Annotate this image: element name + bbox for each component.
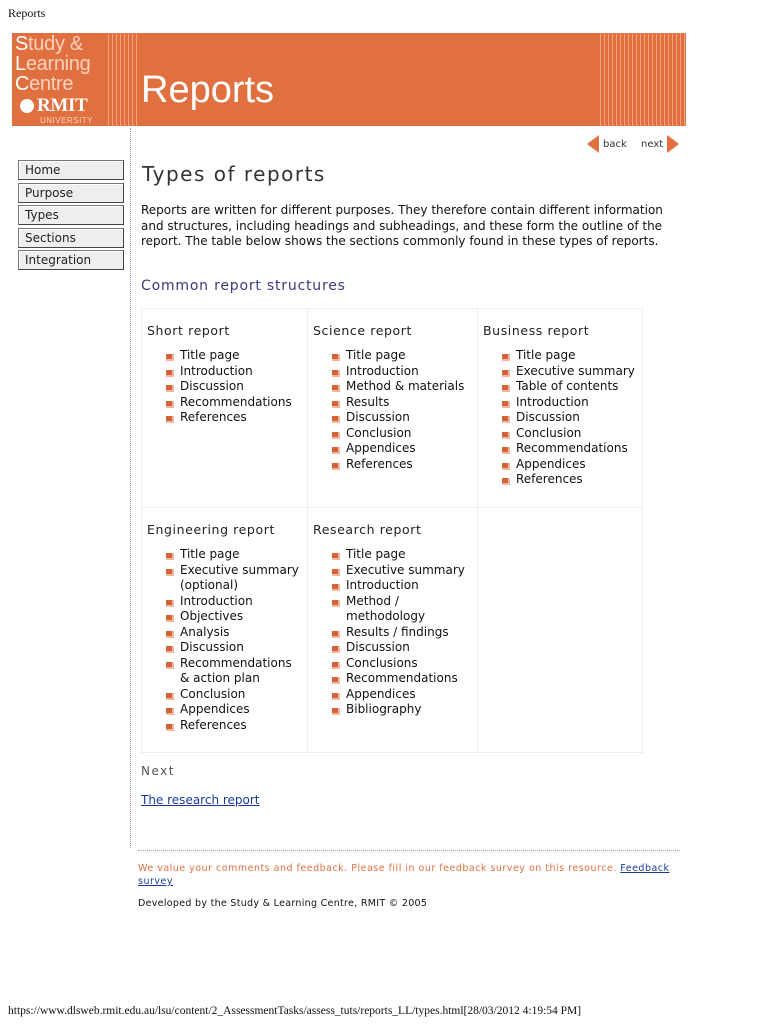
intro-paragraph: Reports are written for different purposes. They therefore contain different information and structures, including headings and subheadings, and these form the outline of the report. The table below shows the sections commonly found in these types of reports. — [141, 203, 663, 249]
section-list-item: Recommendations — [496, 441, 638, 457]
section-list-item: Discussion — [326, 640, 473, 656]
structure-cell — [142, 309, 308, 508]
section-list — [326, 547, 473, 718]
nav-item-integration[interactable]: Integration — [18, 250, 124, 270]
back-button[interactable] — [587, 135, 627, 153]
page-url: https://www.dlsweb.rmit.edu.au/lsu/content/2_AssessmentTasks/assess_tuts/reports_LL/types.html[28/03/2012 4:19:54 PM] — [8, 1005, 582, 1017]
nav-divider — [130, 128, 131, 848]
arrow-right-icon — [667, 135, 679, 153]
section-list-item: Appendices — [496, 457, 638, 473]
next-button[interactable] — [641, 135, 679, 153]
section-list-item: Title page — [160, 547, 303, 563]
section-list-item: References — [496, 472, 638, 488]
nav-item-types[interactable]: Types — [18, 205, 124, 225]
next-label: next — [641, 138, 664, 150]
section-list-item: Table of contents — [496, 379, 638, 395]
section-list — [160, 547, 303, 733]
section-list — [160, 348, 303, 426]
page-banner — [12, 33, 686, 126]
section-list-item: Results / findings — [326, 625, 473, 641]
next-page-link[interactable]: The research report — [141, 793, 260, 807]
section-list-item: References — [160, 718, 303, 734]
section-list-item: Introduction — [326, 364, 473, 380]
section-list-item: Discussion — [326, 410, 473, 426]
empty-cell — [478, 508, 643, 753]
section-list-item: Analysis — [160, 625, 303, 641]
structure-name: Business report — [483, 323, 590, 338]
banner-stripes-left — [108, 33, 140, 126]
footer-divider — [138, 850, 680, 851]
section-heading: Common report structures — [141, 278, 346, 294]
section-list-item: Introduction — [160, 364, 303, 380]
section-list-item: Method & materials — [326, 379, 473, 395]
section-list-item: Appendices — [160, 702, 303, 718]
section-list-item: Executive summary (optional) — [160, 563, 303, 594]
section-list-item: Objectives — [160, 609, 303, 625]
structure-name: Research report — [313, 522, 422, 537]
side-navigation — [18, 160, 124, 273]
section-list — [496, 348, 638, 488]
section-list-item: Recommendations — [326, 671, 473, 687]
rmit-seal-icon — [20, 99, 34, 113]
section-list-item: Introduction — [160, 594, 303, 610]
nav-item-purpose[interactable]: Purpose — [18, 183, 124, 203]
browser-title: Reports — [8, 6, 46, 20]
section-list-item: Introduction — [496, 395, 638, 411]
section-list-item: Method / methodology — [326, 594, 473, 625]
structure-name: Short report — [147, 323, 230, 338]
section-list-item: Conclusions — [326, 656, 473, 672]
section-list-item: Title page — [496, 348, 638, 364]
banner-title: Reports — [141, 69, 275, 111]
study-learning-centre-logo[interactable] — [15, 34, 107, 125]
section-list-item: Title page — [326, 348, 473, 364]
structure-cell — [142, 508, 308, 753]
section-list-item: Recommendations & action plan — [160, 656, 303, 687]
section-list-item: Conclusion — [160, 687, 303, 703]
nav-item-home[interactable]: Home — [18, 160, 124, 180]
section-list-item: References — [326, 457, 473, 473]
structure-cell — [308, 508, 478, 753]
section-list-item: Conclusion — [496, 426, 638, 442]
section-list-item: Executive summary — [496, 364, 638, 380]
section-list-item: Discussion — [160, 640, 303, 656]
feedback-text: We value your comments and feedback. Please fill in our feedback survey on this resource. — [138, 863, 621, 874]
structure-cell — [308, 309, 478, 508]
section-list-item: Title page — [160, 348, 303, 364]
structure-name: Engineering report — [147, 522, 275, 537]
feedback-survey-link[interactable]: Feedback survey — [138, 863, 670, 887]
page-navigation — [587, 135, 677, 153]
rmit-logo: RMIT — [20, 96, 107, 116]
structure-name: Science report — [313, 323, 413, 338]
feedback-note — [138, 862, 683, 888]
section-list — [326, 348, 473, 472]
arrow-left-icon — [587, 135, 599, 153]
rmit-university-label: UNIVERSITY — [40, 116, 94, 125]
section-list-item: Introduction — [326, 578, 473, 594]
section-list-item: Bibliography — [326, 702, 473, 718]
section-list-item: References — [160, 410, 303, 426]
section-list-item: Recommendations — [160, 395, 303, 411]
section-list-item: Executive summary — [326, 563, 473, 579]
section-list-item: Appendices — [326, 441, 473, 457]
section-list-item: Title page — [326, 547, 473, 563]
logo-line-1: Study & — [15, 33, 83, 55]
page-title: Types of reports — [142, 162, 326, 186]
next-heading: Next — [141, 764, 175, 778]
section-list-item: Appendices — [326, 687, 473, 703]
nav-item-sections[interactable]: Sections — [18, 228, 124, 248]
back-label: back — [603, 138, 627, 150]
section-list-item: Results — [326, 395, 473, 411]
banner-stripes-right — [600, 33, 686, 126]
report-structures-table — [141, 308, 643, 753]
logo-line-3: Centre — [15, 73, 74, 95]
structure-cell — [478, 309, 643, 508]
logo-line-2: Learning — [15, 53, 91, 75]
section-list-item: Discussion — [160, 379, 303, 395]
credit-line: Developed by the Study & Learning Centre, RMIT © 2005 — [138, 898, 428, 909]
section-list-item: Conclusion — [326, 426, 473, 442]
section-list-item: Discussion — [496, 410, 638, 426]
